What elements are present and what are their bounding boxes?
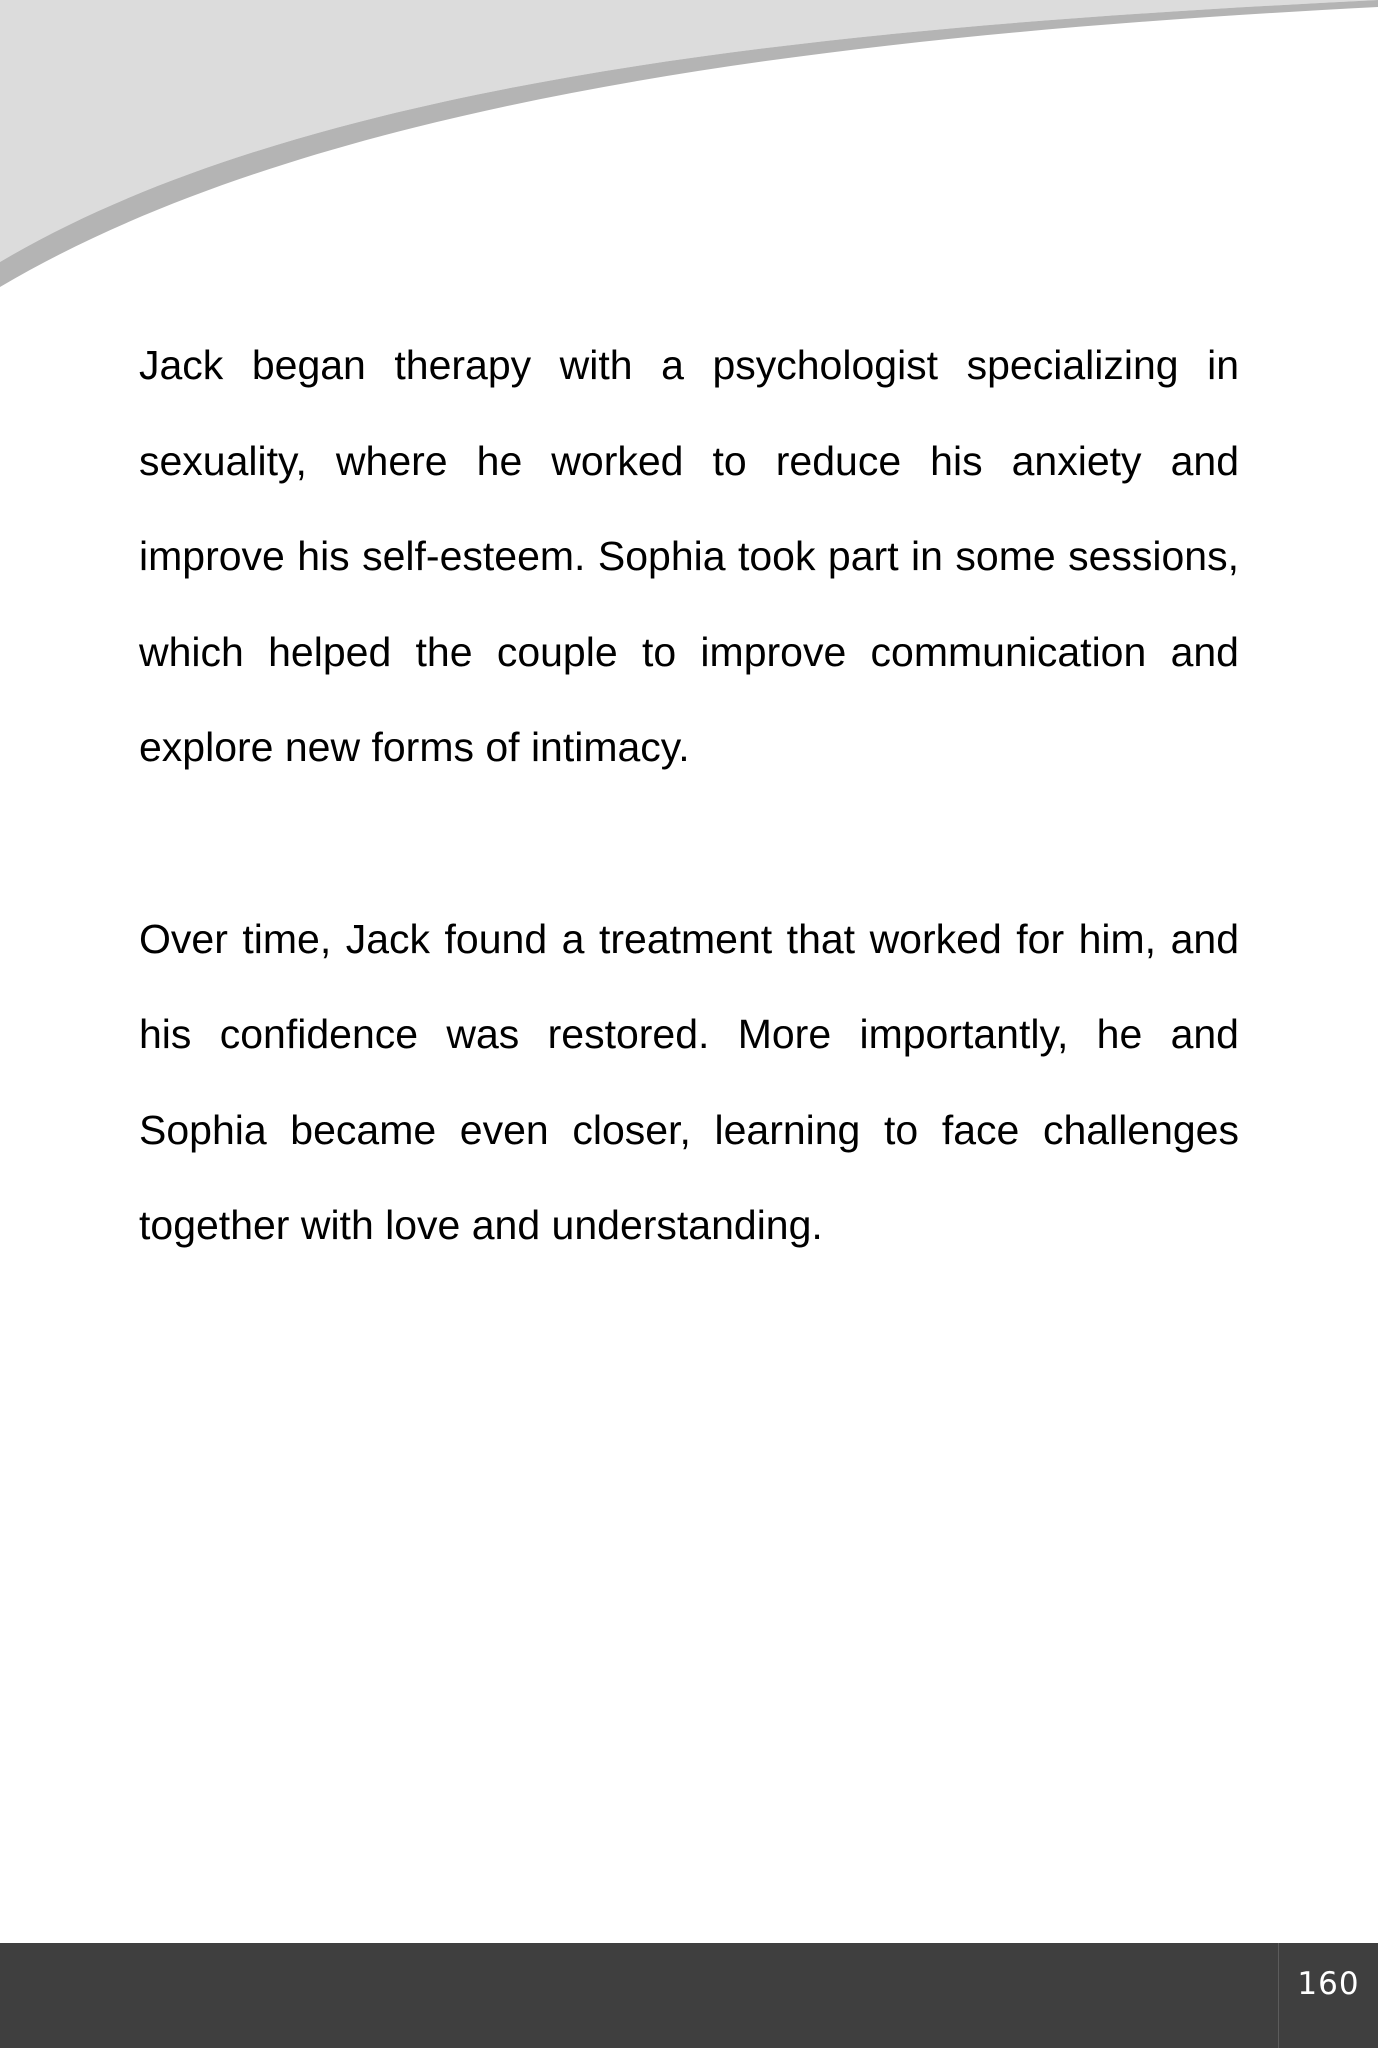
footer-bar — [0, 1943, 1378, 2048]
body-text — [139, 318, 1239, 1274]
swoosh-fill — [0, 0, 1378, 262]
paragraph-2: Over time, Jack found a treatment that worked for him, and his confidence was restored. More importantly, he and Sophia became even closer, learning to face challenges together with love and understanding. — [139, 915, 1239, 1248]
corner-swoosh-decoration — [0, 0, 1378, 320]
page-number: 160 — [1297, 1966, 1360, 2002]
paragraph-1: Jack began therapy with a psychologist specializing in sexuality, where he worked to reduce his anxiety and improve his self-esteem. Sophia took part in some sessions, which helped the couple to improve communication and explore new forms of intimacy. — [139, 342, 1239, 770]
